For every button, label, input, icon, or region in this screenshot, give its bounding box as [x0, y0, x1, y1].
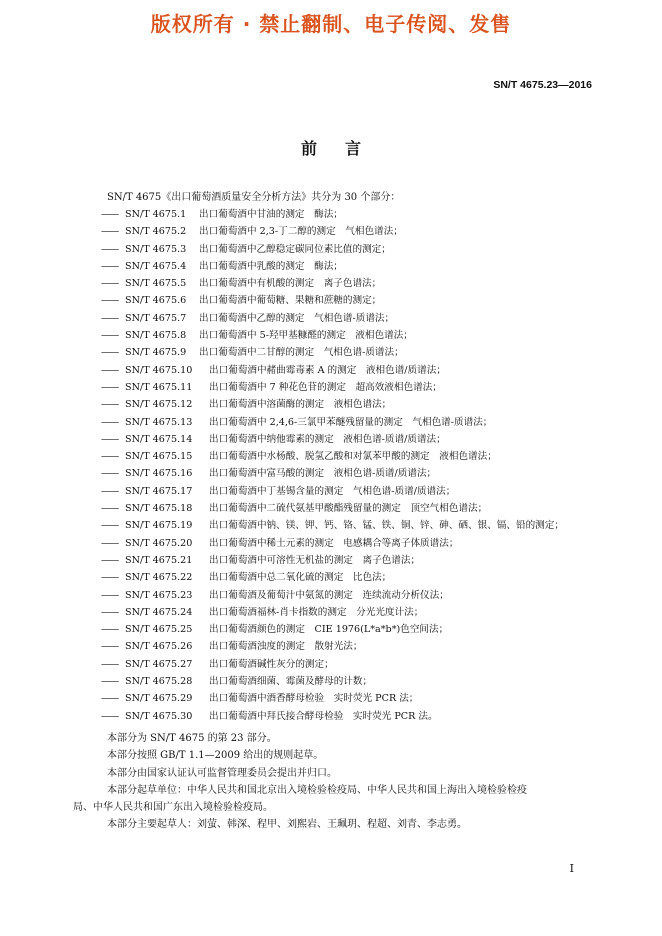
part-code: SN/T 4675.20 [125, 537, 193, 549]
list-dash: —— [101, 381, 119, 393]
part-code: SN/T 4675.27 [125, 658, 193, 670]
part-list-item [101, 587, 564, 604]
part-code: SN/T 4675.4 [125, 260, 187, 272]
part-list-item [101, 379, 564, 396]
list-dash: —— [101, 278, 119, 290]
part-title: 出口葡萄酒颜色的测定 CIE 1976(L*a*b*)色空间法； [209, 624, 449, 636]
note-drafting-rules: 本部分按照 GB/T 1.1—2009 给出的规则起草。 [107, 750, 324, 762]
part-code: SN/T 4675.30 [125, 710, 193, 722]
part-title: 出口葡萄酒中纳他霉素的测定 液相色谱-质谱/质谱法； [209, 433, 446, 445]
part-list-item [101, 431, 564, 448]
list-dash: —— [101, 399, 119, 411]
list-dash: —— [101, 710, 119, 722]
list-dash: —— [101, 554, 119, 566]
part-code: SN/T 4675.15 [125, 451, 193, 463]
list-dash: —— [101, 243, 119, 255]
part-title: 出口葡萄酒中富马酸的测定 液相色谱-质谱/质谱法； [209, 468, 437, 480]
list-dash: —— [101, 433, 119, 445]
part-list-item [101, 396, 564, 413]
list-dash: —— [101, 312, 119, 324]
notes-section [73, 730, 590, 834]
part-title: 出口葡萄酒中溶菌酶的测定 液相色谱法； [209, 399, 392, 411]
part-title: 出口葡萄酒中稀土元素的测定 电感耦合等离子体质谱法； [209, 537, 459, 549]
list-dash: —— [101, 503, 119, 515]
part-list-item [101, 656, 564, 673]
part-list-item [101, 483, 564, 500]
part-title: 出口葡萄酒中钠、镁、钾、钙、铬、锰、铁、铜、锌、砷、硒、银、镉、铅的测定； [209, 520, 564, 532]
note-part-of: 本部分为 SN/T 4675 的第 23 部分。 [107, 733, 277, 744]
part-code: SN/T 4675.26 [125, 641, 193, 653]
part-code: SN/T 4675.13 [125, 416, 193, 428]
part-title: 出口葡萄酒中 5-羟甲基糠醛的测定 液相色谱法； [199, 330, 413, 342]
part-code: SN/T 4675.8 [125, 330, 187, 342]
part-title: 出口葡萄酒中总二氧化硫的测定 比色法； [209, 572, 392, 584]
part-list-item [101, 465, 564, 482]
part-title: 出口葡萄酒中丁基锡含量的测定 气相色谱-质谱/质谱法； [209, 485, 456, 497]
part-list-item [101, 638, 564, 655]
part-title: 出口葡萄酒及葡萄汁中氨氮的测定 连续流动分析仪法； [209, 589, 449, 601]
part-code: SN/T 4675.5 [125, 278, 187, 290]
part-title: 出口葡萄酒中乙醇的测定 气相色谱-质谱法； [199, 312, 395, 324]
part-code: SN/T 4675.6 [125, 295, 187, 307]
list-dash: —— [101, 295, 119, 307]
part-code: SN/T 4675.17 [125, 485, 193, 497]
part-code: SN/T 4675.12 [125, 399, 193, 411]
part-title: 出口葡萄酒浊度的测定 散射光法； [209, 641, 363, 653]
part-code: SN/T 4675.9 [125, 347, 187, 359]
part-code: SN/T 4675.23 [125, 589, 193, 601]
list-dash: —— [101, 485, 119, 497]
list-dash: —— [101, 226, 119, 238]
part-title: 出口葡萄酒中 2,3-丁二醇的测定 气相色谱法； [199, 226, 403, 238]
part-code: SN/T 4675.25 [125, 624, 193, 636]
list-dash: —— [101, 209, 119, 220]
copyright-banner: 版权所有 · 禁止翻制、电子传阅、发售 [150, 12, 512, 36]
part-list-item [101, 708, 564, 725]
part-list-item [101, 517, 564, 534]
page-title: 前言 [300, 139, 389, 158]
list-dash: —— [101, 347, 119, 359]
part-list-item [101, 621, 564, 638]
part-list-item [101, 362, 564, 379]
part-list-item [101, 569, 564, 586]
part-title: 出口葡萄酒中拜氏接合酵母检验 实时荧光 PCR 法。 [209, 710, 438, 722]
list-dash: —— [101, 468, 119, 480]
list-dash: —— [101, 330, 119, 342]
part-title: 出口葡萄酒中 7 种花色苷的测定 超高效液相色谱法； [209, 381, 442, 393]
part-list-item [101, 690, 564, 707]
part-list-item [101, 310, 564, 327]
part-title: 出口葡萄酒中乙醇稳定碳同位素比值的测定； [199, 243, 391, 255]
page-number: I [569, 862, 574, 875]
part-title: 出口葡萄酒中赭曲霉毒素 A 的测定 液相色谱/质谱法； [209, 364, 446, 376]
part-code: SN/T 4675.24 [125, 606, 193, 618]
part-title: 出口葡萄酒中可溶性无机盐的测定 离子色谱法； [209, 554, 421, 566]
part-title: 出口葡萄酒中水杨酸、脱氢乙酸和对氯苯甲酸的测定 液相色谱法； [209, 451, 497, 463]
part-list-item [101, 258, 564, 275]
list-dash: —— [101, 416, 119, 428]
list-dash: —— [101, 658, 119, 670]
note-drafting-units-continued: 局、中华人民共和国广东出入境检验检疫局。 [73, 802, 273, 814]
part-code: SN/T 4675.14 [125, 433, 193, 445]
part-title: 出口葡萄酒中乳酸的测定 酶法； [199, 260, 343, 272]
part-list-item [101, 500, 564, 517]
part-list-item [101, 206, 564, 223]
part-title: 出口葡萄酒中 2,4,6-三氯甲苯醚残留量的测定 气相色谱-质谱法； [209, 416, 493, 428]
part-list-item [101, 241, 564, 258]
list-dash: —— [101, 364, 119, 376]
part-code: SN/T 4675.28 [125, 676, 193, 688]
list-dash: —— [101, 676, 119, 688]
part-title: 出口葡萄酒细菌、霉菌及酵母的计数； [209, 676, 373, 688]
part-list-item [101, 673, 564, 690]
part-list-item [101, 604, 564, 621]
part-list-item [101, 344, 564, 361]
list-dash: —— [101, 693, 119, 705]
part-title: 出口葡萄酒碱性灰分的测定； [209, 658, 334, 670]
list-dash: —— [101, 572, 119, 584]
part-code: SN/T 4675.10 [125, 364, 193, 376]
part-code: SN/T 4675.21 [125, 554, 193, 566]
part-code: SN/T 4675.7 [125, 312, 187, 324]
part-list-item [101, 327, 564, 344]
list-dash: —— [101, 537, 119, 549]
part-list-item [101, 223, 564, 240]
part-code: SN/T 4675.2 [125, 226, 187, 238]
standard-code: SN/T 4675.23—2016 [493, 79, 592, 91]
part-code: SN/T 4675.16 [125, 468, 193, 480]
list-dash: —— [101, 260, 119, 272]
part-code: SN/T 4675.3 [125, 243, 187, 255]
list-dash: —— [101, 589, 119, 601]
part-title: 出口葡萄酒中二甘醇的测定 气相色谱-质谱法； [199, 347, 404, 359]
part-list-item [101, 275, 564, 292]
part-code: SN/T 4675.1 [125, 209, 187, 220]
part-title: 出口葡萄酒中酒香酵母检验 实时荧光 PCR 法； [209, 693, 419, 705]
list-dash: —— [101, 520, 119, 532]
part-title: 出口葡萄酒中二硫代氨基甲酸酯残留量的测定 顶空气相色谱法； [209, 503, 488, 515]
part-code: SN/T 4675.19 [125, 520, 193, 532]
part-title: 出口葡萄酒福林-肖卡指数的测定 分光光度计法； [209, 606, 424, 618]
part-list-item [101, 552, 564, 569]
part-list-item [101, 448, 564, 465]
part-title: 出口葡萄酒中有机酸的测定 离子色谱法； [199, 278, 382, 290]
parts-list [101, 206, 564, 725]
list-dash: —— [101, 451, 119, 463]
note-drafting-units: 本部分起草单位：中华人民共和国北京出入境检验检疫局、中华人民共和国上海出入境检验检疫 [107, 784, 527, 796]
list-dash: —— [101, 641, 119, 653]
part-title: 出口葡萄酒中葡萄糖、果糖和蔗糖的测定； [199, 295, 382, 307]
intro-paragraph: SN/T 4675《出口葡萄酒质量安全分析方法》共分为 30 个部分： [107, 192, 401, 203]
part-code: SN/T 4675.18 [125, 503, 193, 515]
part-title: 出口葡萄酒中甘油的测定 酶法； [199, 209, 343, 220]
list-dash: —— [101, 624, 119, 636]
part-list-item [101, 414, 564, 431]
note-proposed-by: 本部分由国家认证认可监督管理委员会提出并归口。 [107, 767, 337, 779]
part-list-item [101, 535, 564, 552]
part-list-item [101, 292, 564, 309]
note-drafters: 本部分主要起草人：刘萤、韩深、程甲、刘熙岩、王珮玥、程超、刘青、李志勇。 [107, 819, 467, 831]
list-dash: —— [101, 606, 119, 618]
part-code: SN/T 4675.22 [125, 572, 193, 584]
part-code: SN/T 4675.29 [125, 693, 193, 705]
part-code: SN/T 4675.11 [125, 381, 193, 393]
